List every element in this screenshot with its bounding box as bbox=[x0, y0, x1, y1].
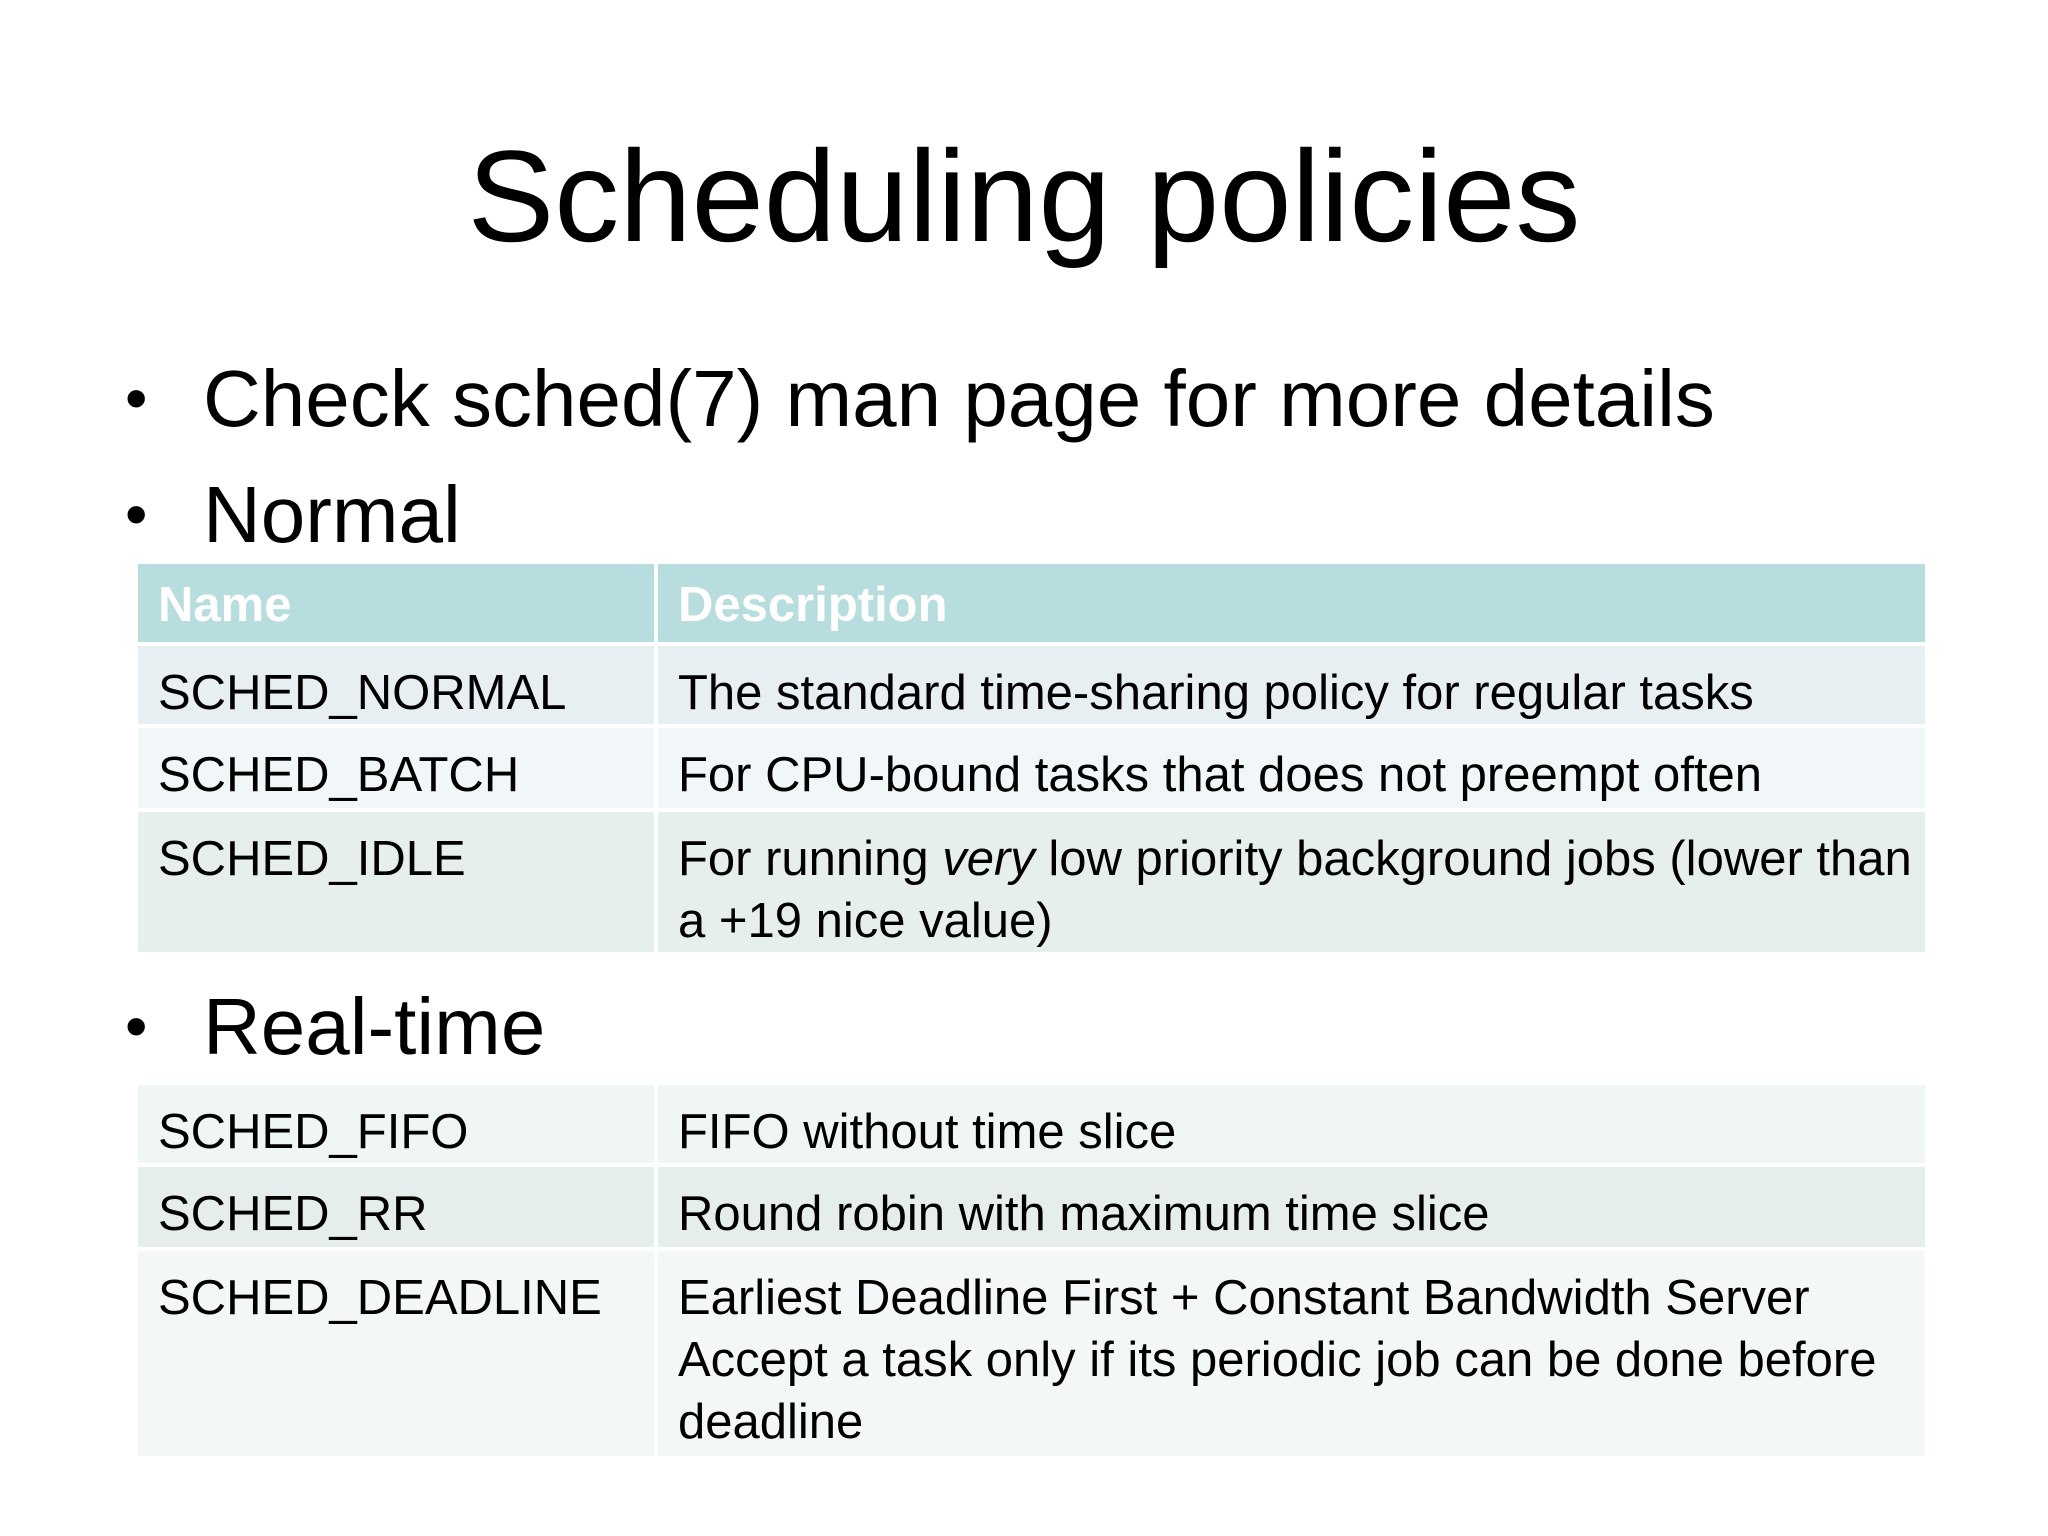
realtime-policies-table bbox=[138, 1085, 1925, 1460]
table-row bbox=[138, 1167, 1925, 1247]
bullet-text: Check sched(7) man page for more details bbox=[203, 354, 1715, 443]
policy-description: FIFO without time slice bbox=[658, 1085, 1925, 1163]
table-header-row bbox=[138, 564, 1925, 642]
slide-title: Scheduling policies bbox=[467, 123, 1581, 269]
bullet-check-man-page bbox=[125, 350, 1715, 447]
bullet-dot-icon: • bbox=[125, 990, 148, 1062]
policy-name: SCHED_NORMAL bbox=[138, 646, 654, 724]
bullet-dot-icon: • bbox=[125, 362, 148, 434]
header-name: Name bbox=[138, 564, 654, 642]
table-row bbox=[138, 812, 1925, 952]
description-text: low priority background jobs (lower than a +19 nice value) bbox=[678, 832, 1912, 948]
policy-description bbox=[658, 1251, 1925, 1456]
bullet-dot-icon: • bbox=[125, 478, 148, 550]
policy-description: For CPU-bound tasks that does not preempt often bbox=[658, 728, 1925, 808]
description-emphasis: very bbox=[942, 832, 1035, 886]
description-text: For running bbox=[678, 832, 943, 886]
policy-name: SCHED_FIFO bbox=[138, 1085, 654, 1163]
bullet-text: Real-time bbox=[203, 982, 546, 1071]
table-row bbox=[138, 728, 1925, 808]
policy-name: SCHED_DEADLINE bbox=[138, 1251, 654, 1456]
description-line: Earliest Deadline First + Constant Bandwidth Server bbox=[678, 1271, 1810, 1325]
normal-policies-table bbox=[138, 564, 1925, 956]
table-row bbox=[138, 646, 1925, 724]
description-line: Accept a task only if its periodic job can be done before deadline bbox=[678, 1333, 1877, 1449]
policy-description bbox=[658, 812, 1925, 952]
header-description: Description bbox=[658, 564, 1925, 642]
table-row bbox=[138, 1251, 1925, 1456]
policy-name: SCHED_RR bbox=[138, 1167, 654, 1247]
policy-description: Round robin with maximum time slice bbox=[658, 1167, 1925, 1247]
table-row bbox=[138, 1085, 1925, 1163]
bullet-realtime bbox=[125, 978, 545, 1075]
policy-name: SCHED_BATCH bbox=[138, 728, 654, 808]
bullet-text: Normal bbox=[203, 470, 461, 559]
policy-name: SCHED_IDLE bbox=[138, 812, 654, 952]
policy-description: The standard time-sharing policy for regular tasks bbox=[658, 646, 1925, 724]
bullet-normal bbox=[125, 466, 461, 563]
